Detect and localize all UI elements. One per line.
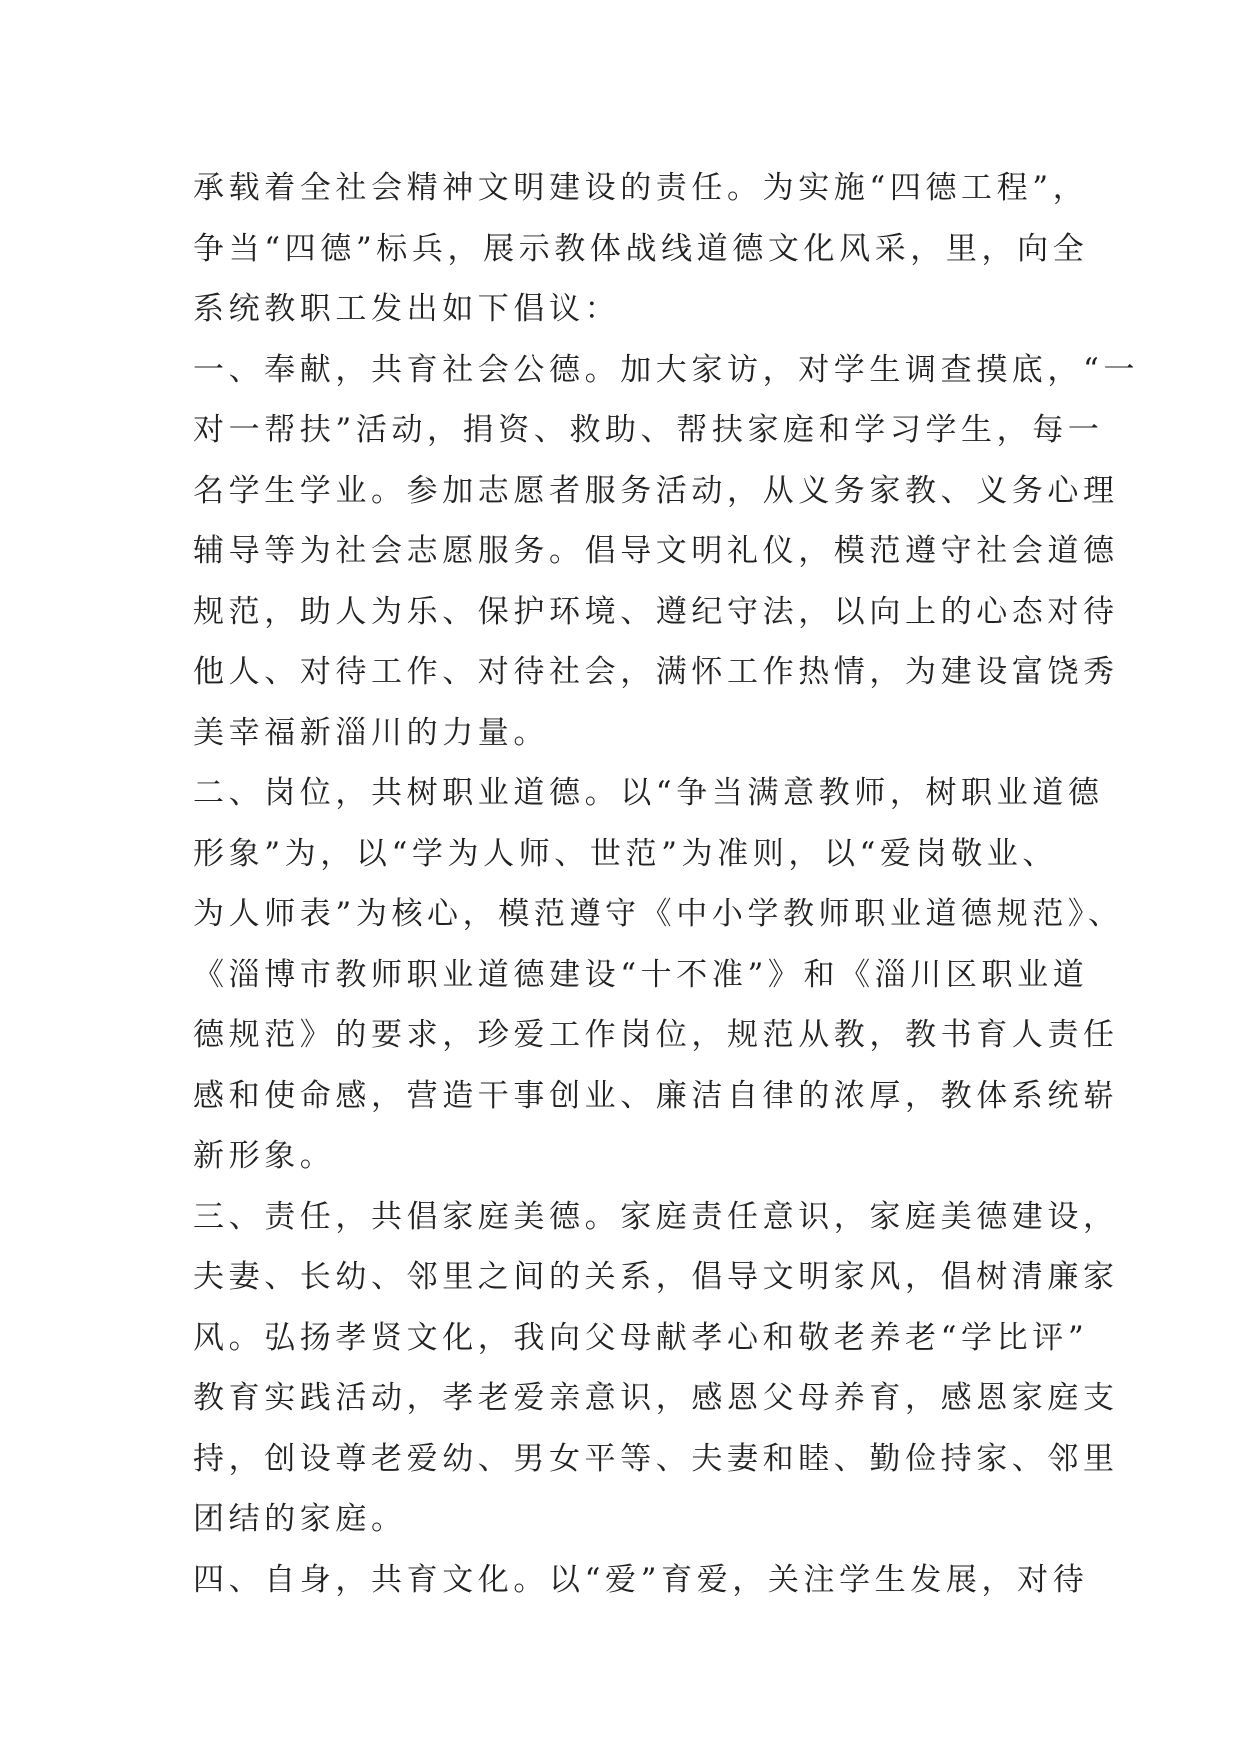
text-line: 争当“四德”标兵，展示教体战线道德文化风采，里，向全 [193, 230, 1089, 267]
text-line: 美幸福新淄川的力量。 [193, 714, 549, 751]
text-line: 名学生学业。参加志愿者服务活动，从义务家教、义务心理 [193, 472, 1119, 509]
text-line: 承载着全社会精神文明建设的责任。为实施“四德工程”， [193, 170, 1089, 206]
text-line: 他人、对待工作、对待社会，满怀工作热情，为建设富饶秀 [193, 654, 1119, 690]
text-line: 新形象。 [193, 1138, 336, 1174]
text-line: 形象”为，以“学为人师、世范”为准则，以“爱岗敬业、 [193, 835, 1058, 872]
text-line: 系统教职工发出如下倡议： [193, 291, 621, 327]
text-line: 为人师表”为核心，模范遵守《中小学教师职业道德规范》、 [193, 896, 1124, 932]
text-line: 感和使命感，营造干事创业、廉洁自律的浓厚，教体系统崭 [193, 1077, 1119, 1114]
text-line: 风。弘扬孝贤文化，我向父母献孝心和敬老养老“学比评” [193, 1319, 1089, 1356]
text-line: 对一帮扶”活动，捐资、救助、帮扶家庭和学习学生，每一 [193, 412, 1104, 448]
text-line: 持，创设尊老爱幼、男女平等、夫妻和睦、勤俭持家、邻里 [193, 1440, 1119, 1477]
body-text [193, 158, 1193, 1610]
text-line: 教育实践活动，孝老爱亲意识，感恩父母养育，感恩家庭支 [193, 1380, 1119, 1416]
text-line: 辅导等为社会志愿服务。倡导文明礼仪，模范遵守社会道德 [193, 533, 1119, 569]
text-line: 四、自身，共育文化。以“爱”育爱，关注学生发展，对待 [193, 1561, 1089, 1598]
text-line: 夫妻、长幼、邻里之间的关系，倡导文明家风，倡树清廉家 [193, 1259, 1119, 1295]
text-line: 二、岗位，共树职业道德。以“争当满意教师，树职业道德 [193, 775, 1104, 811]
text-line: 团结的家庭。 [193, 1501, 407, 1537]
text-line: 《淄博市教师职业道德建设“十不准”》和《淄川区职业道 [193, 956, 1089, 993]
text-line: 一、奉献，共育社会公德。加大家访，对学生调查摸底，“一 [193, 351, 1140, 388]
text-line: 规范，助人为乐、保护环境、遵纪守法，以向上的心态对待 [193, 593, 1119, 630]
text-line: 三、责任，共倡家庭美德。家庭责任意识，家庭美德建设， [193, 1198, 1119, 1235]
text-line: 德规范》的要求，珍爱工作岗位，规范从教，教书育人责任 [193, 1017, 1119, 1053]
